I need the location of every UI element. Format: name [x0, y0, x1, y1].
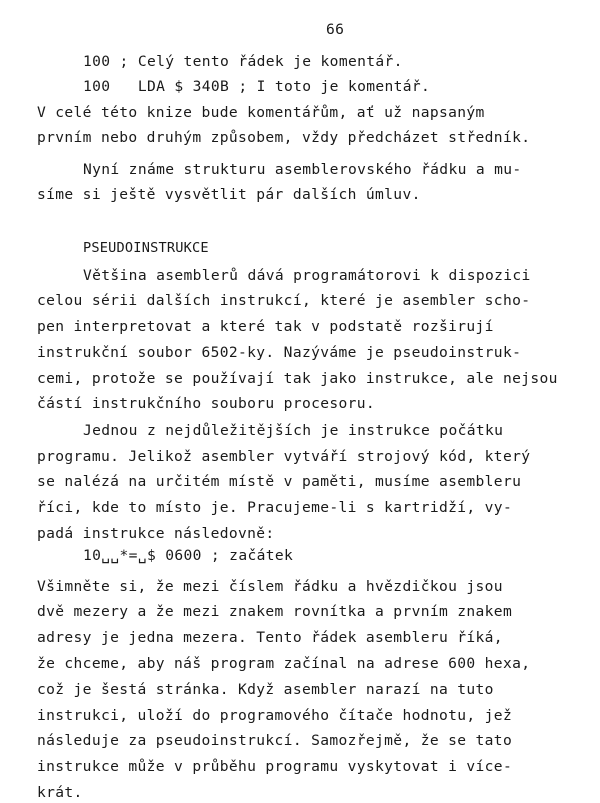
text-line: celou sérii dalších instrukcí, které je asembler scho-	[37, 292, 531, 309]
code-example-origin: 10␣␣*=␣$ 0600 ; začátek	[83, 547, 294, 564]
text-line: Většina asemblerů dává programátorovi k dispozici	[83, 267, 531, 284]
text-line: krát.	[37, 784, 83, 801]
text-line: adresy je jedna mezera. Tento řádek asembleru říká,	[37, 629, 503, 646]
text-line: Všimněte si, že mezi číslem řádku a hvězdičkou jsou	[37, 578, 503, 595]
text-line: což je šestá stránka. Když asembler narazí na tuto	[37, 681, 494, 698]
text-line: říci, kde to místo je. Pracujeme-li s kartridží, vy-	[37, 499, 513, 516]
text-line: se nalézá na určitém místě v paměti, musíme asembleru	[37, 473, 522, 490]
text-line: síme si ještě vysvětlit pár dalších úmluv.	[37, 186, 421, 203]
section-heading: PSEUDOINSTRUKCE	[83, 240, 209, 256]
text-line: programu. Jelikož asembler vytváří strojový kód, který	[37, 448, 531, 465]
text-line: padá instrukce následovně:	[37, 525, 275, 542]
text-line: že chceme, aby náš program začínal na adrese 600 hexa,	[37, 655, 531, 672]
text-line: Nyní známe strukturu asemblerovského řádku a mu-	[83, 161, 522, 178]
text-line: pen interpretovat a které tak v podstatě rozširují	[37, 318, 494, 335]
page-number: 66	[326, 21, 345, 38]
text-line: částí instrukčního souboru procesoru.	[37, 395, 376, 412]
text-line: prvním nebo druhým způsobem, vždy předcházet středník.	[37, 129, 531, 146]
code-line: 100 ; Celý tento řádek je komentář.	[83, 53, 403, 70]
text-line: dvě mezery a že mezi znakem rovnítka a prvním znakem	[37, 603, 513, 620]
text-line: instrukce může v průběhu programu vyskytovat i více-	[37, 758, 513, 775]
text-line: V celé této knize bude komentářům, ať už napsaným	[37, 104, 485, 121]
text-line: Jednou z nejdůležitějších je instrukce počátku	[83, 422, 504, 439]
text-line: cemi, protože se používají tak jako instrukce, ale nejsou	[37, 370, 558, 387]
text-line: instrukci, uloží do programového čítače hodnotu, jež	[37, 707, 513, 724]
code-line: 100 LDA $ 340B ; I toto je komentář.	[83, 78, 431, 95]
text-line: následuje za pseudoinstrukcí. Samozřejmě, že se tato	[37, 732, 513, 749]
text-line: instrukční soubor 6502-ky. Nazýváme je pseudoinstruk-	[37, 344, 522, 361]
